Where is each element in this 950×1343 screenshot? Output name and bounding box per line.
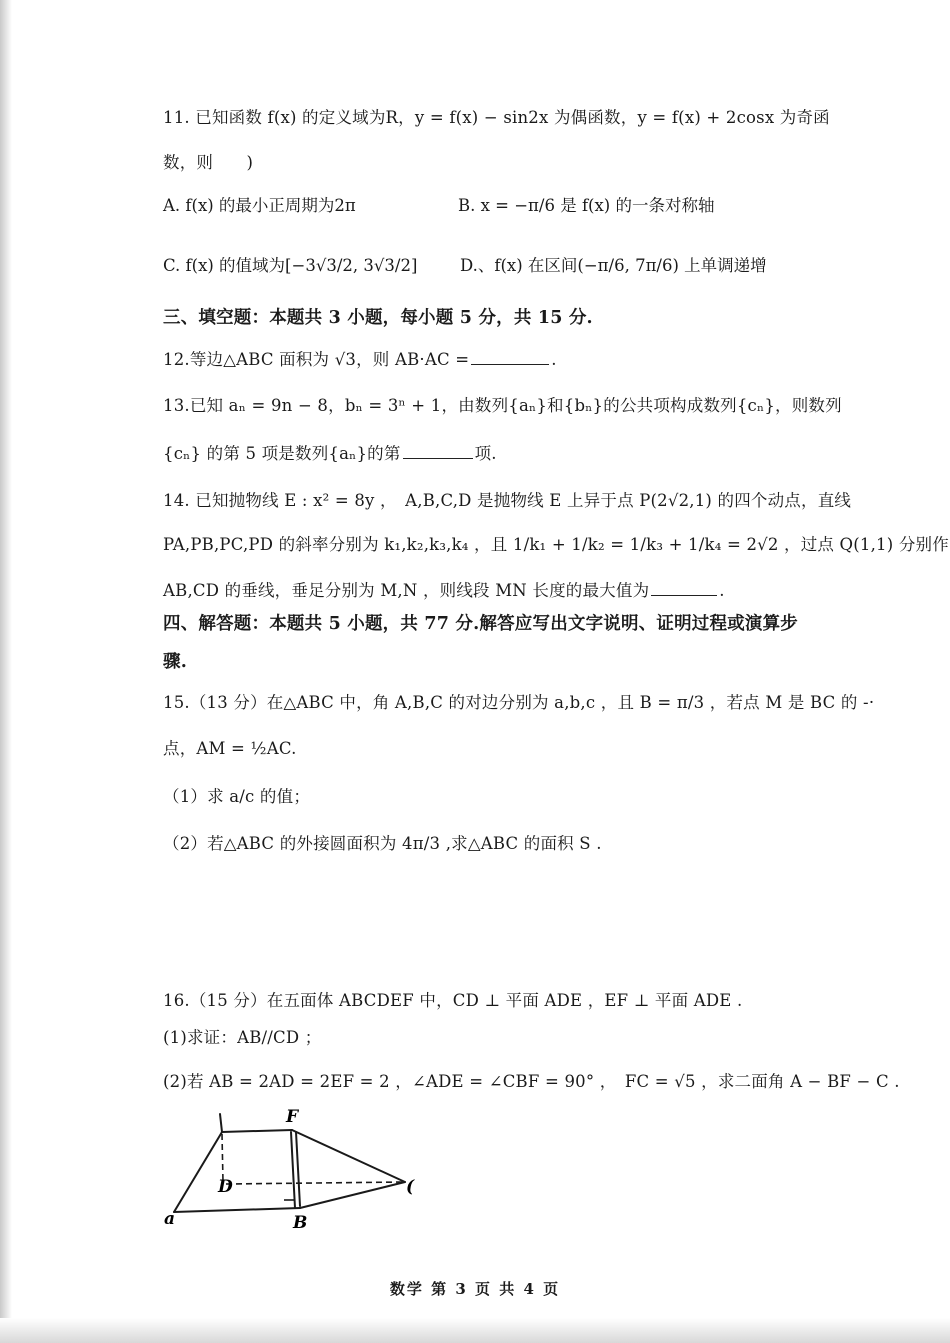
q11-option-a: A. f(x) 的最小正周期为2π <box>163 196 356 215</box>
q12-text: 12.等边△ABC 面积为 √3，则 AB·AC = <box>163 350 470 369</box>
q11-stem-line2: 数，则 ) <box>163 153 254 172</box>
section4-heading-line2: 骤. <box>163 652 187 672</box>
edge-fc <box>292 1130 405 1182</box>
edge-ab <box>174 1208 300 1212</box>
q13-line2 <box>163 440 497 464</box>
edge-ef <box>222 1130 292 1132</box>
q15-part1: （1）求 a/c 的值； <box>163 787 311 806</box>
section4-heading-line1: 四、解答题：本题共 5 小题，共 77 分.解答应写出文字说明、证明过程或演算步 <box>163 614 798 634</box>
q13-answer-blank[interactable] <box>403 446 473 459</box>
q11-option-d: D.、f(x) 在区间(−π/6, 7π/6) 上单调递增 <box>460 256 767 275</box>
edge-bc <box>300 1182 405 1208</box>
section3-heading: 三、填空题：本题共 3 小题，每小题 5 分，共 15 分. <box>163 308 593 328</box>
q14-line3 <box>163 577 725 601</box>
q14-line3-prefix: AB,CD 的垂线，垂足分别为 M,N ，则线段 MN 长度的最大值为 <box>163 581 650 600</box>
q15-line1: 15.（13 分）在△ABC 中，角 A,B,C 的对边分别为 a,b,c ，且 B = π/3 ，若点 M 是 BC 的 -· <box>163 693 875 712</box>
q14-line2: PA,PB,PC,PD 的斜率分别为 k₁,k₂,k₃,k₄ ，且 1/k₁ + 1/k₂ = 1/k₃ + 1/k₄ = 2√2 ，过点 Q(1,1) 分别作 <box>163 535 949 554</box>
q14-answer-blank[interactable] <box>651 583 717 596</box>
q15-line2: 点，AM = ½AC. <box>163 739 297 758</box>
edge-ed-dashed <box>222 1134 223 1182</box>
q16-part2: (2)若 AB = 2AD = 2EF = 2 ，∠ADE = ∠CBF = 90° ， FC = √5 ，求二面角 A − BF − C . <box>163 1072 900 1091</box>
q13-line2-prefix: {cₙ} 的第 5 项是数列{aₙ}的第 <box>163 444 401 463</box>
q11-option-c: C. f(x) 的值域为[−3√3/2, 3√3/2] <box>163 256 418 275</box>
label-d: D <box>218 1177 233 1197</box>
q12-answer-blank[interactable] <box>471 352 549 365</box>
q16-part1: (1)求证：AB//CD ； <box>163 1028 322 1047</box>
edge-e-tick <box>220 1114 222 1132</box>
edge-fb <box>291 1132 295 1208</box>
q14-line3-suffix: . <box>719 581 725 600</box>
page-footer: 数学 第 3 页 共 4 页 <box>389 1280 561 1298</box>
q11-option-b: B. x = −π/6 是 f(x) 的一条对称轴 <box>458 196 715 215</box>
scan-shadow-bottom <box>0 1318 950 1343</box>
pentahedron-figure <box>160 1100 430 1235</box>
scan-shadow-left <box>0 0 12 1343</box>
q13-line2-suffix: 项. <box>474 444 497 463</box>
q12-line <box>163 346 557 370</box>
q14-line1: 14. 已知抛物线 E : x² = 8y ， A,B,C,D 是抛物线 E 上异于点 P(2√2,1) 的四个动点，直线 <box>163 491 852 510</box>
q11-stem-line1: 11. 已知函数 f(x) 的定义域为R，y = f(x) − sin2x 为偶函数，y = f(x) + 2cosx 为奇函 <box>163 108 830 127</box>
q12-tail: . <box>551 350 557 369</box>
label-b: B <box>293 1213 308 1233</box>
label-f: F <box>286 1107 299 1127</box>
edge-dc-dashed <box>226 1182 405 1184</box>
q16-line1: 16.（15 分）在五面体 ABCDEF 中，CD ⊥ 平面 ADE ，EF ⊥ 平面 ADE . <box>163 991 743 1010</box>
q15-part2: （2）若△ABC 的外接圆面积为 4π/3 ,求△ABC 的面积 S . <box>163 834 602 853</box>
edge-ae <box>174 1132 222 1212</box>
label-a: a <box>164 1209 176 1229</box>
edge-fb-stroke2 <box>296 1132 300 1206</box>
q13-line1: 13.已知 aₙ = 9n − 8，bₙ = 3ⁿ + 1，由数列{aₙ}和{bₙ}的公共项构成数列{cₙ}，则数列 <box>163 396 842 415</box>
label-c: ( <box>406 1177 415 1197</box>
